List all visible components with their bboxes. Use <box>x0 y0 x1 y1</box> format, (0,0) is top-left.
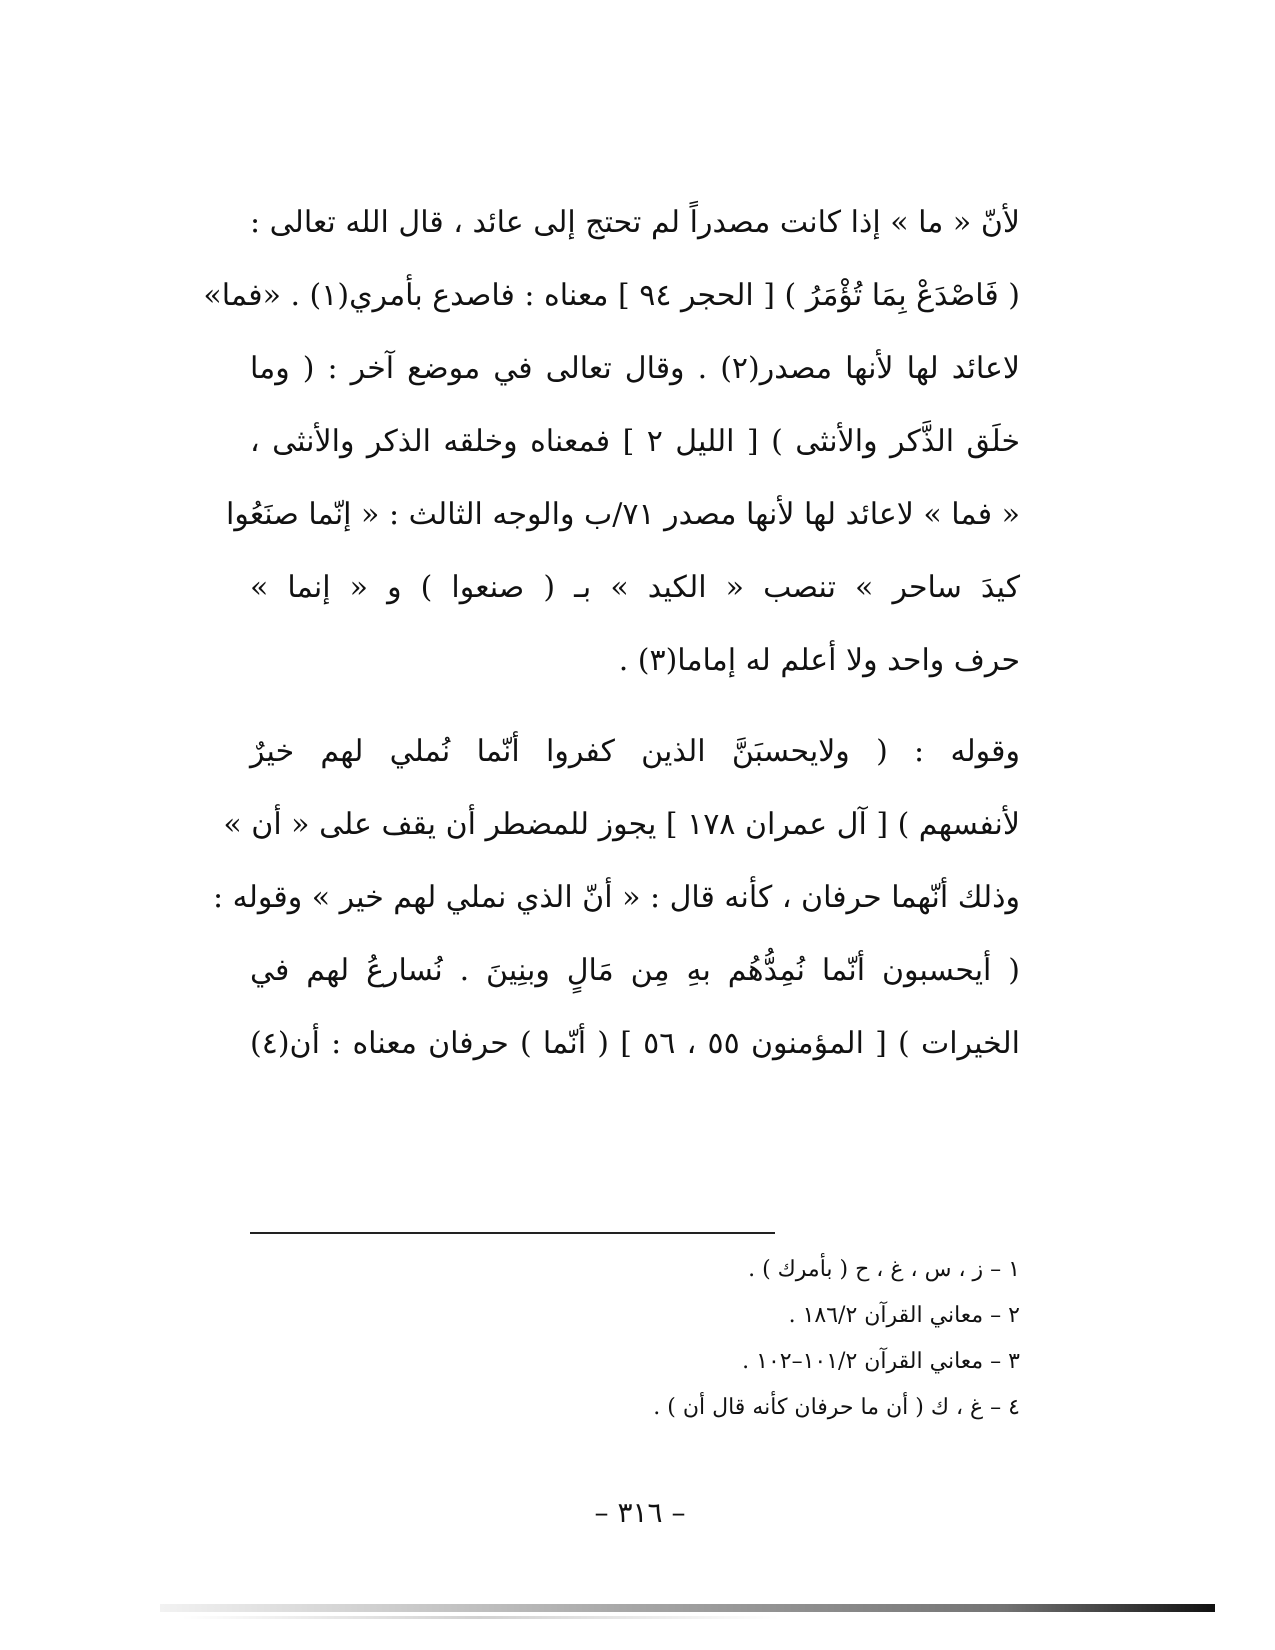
scan-edge-mark <box>160 1604 1215 1612</box>
footnotes <box>500 1255 1020 1439</box>
footnote-item: ٣ – معاني القرآن ١٠١/٢–١٠٢ . <box>742 1349 1020 1374</box>
text-line: كيدَ ساحر » تنصب « الكيد » بـ ( صنعوا ) و « إنما » <box>250 570 1020 605</box>
text-line: لاعائد لها لأنها مصدر(٢) . وقال تعالى في موضع آخر : ( وما <box>250 351 1021 386</box>
text-line: لأنّ « ما » إذا كانت مصدراً لم تحتج إلى عائد ، قال الله تعالى : <box>250 205 1020 240</box>
text-line: وقوله : ( ولايحسبَنَّ الذين كفروا أنّما نُملي لهم خيرٌ <box>250 734 1020 769</box>
footnote-item: ٤ – غ ، ك ( أن ما حرفان كأنه قال أن ) . <box>653 1395 1020 1420</box>
text-line: ( فَاصْدَعْ بِمَا تُؤْمَرُ ) [ الحجر ٩٤ ] معناه : فاصدع بأمري(١) . «فما» <box>203 278 1020 313</box>
text-line: « فما » لاعائد لها لأنها مصدر ٧١/ب والوجه الثالث : « إنّما صنَعُوا <box>225 497 1020 532</box>
main-text <box>203 202 1021 1096</box>
footnote-divider <box>250 1232 775 1234</box>
footnote-item: ٢ – معاني القرآن ١٨٦/٢ . <box>788 1303 1020 1328</box>
text-line: ( أيحسبون أنّما نُمِدُّهُم بهِ مِن مَالٍ وبنِينَ . نُسارعُ لهم في <box>250 953 1020 988</box>
text-line: حرف واحد ولا أعلم له إماما(٣) . <box>618 643 1020 678</box>
text-line: وذلك أنّهما حرفان ، كأنه قال : « أنّ الذي نملي لهم خير » وقوله : <box>213 880 1020 915</box>
page-number: – ٣١٦ – <box>594 1496 686 1529</box>
scan-noise-mark <box>180 1616 780 1619</box>
footnote-item: ١ – ز ، س ، غ ، ح ( بأمرك ) . <box>748 1257 1020 1282</box>
text-line: الخيرات ) [ المؤمنون ٥٥ ، ٥٦ ] ( أنّما ) حرفان معناه : أن(٤) <box>250 1026 1020 1061</box>
text-line: لأنفسهم ) [ آل عمران ١٧٨ ] يجوز للمضطر أن يقف على « أن » <box>223 807 1020 842</box>
text-line: خلَق الذَّكر والأنثى ) [ الليل ٢ ] فمعناه وخلقه الذكر والأنثى ، <box>250 424 1020 459</box>
